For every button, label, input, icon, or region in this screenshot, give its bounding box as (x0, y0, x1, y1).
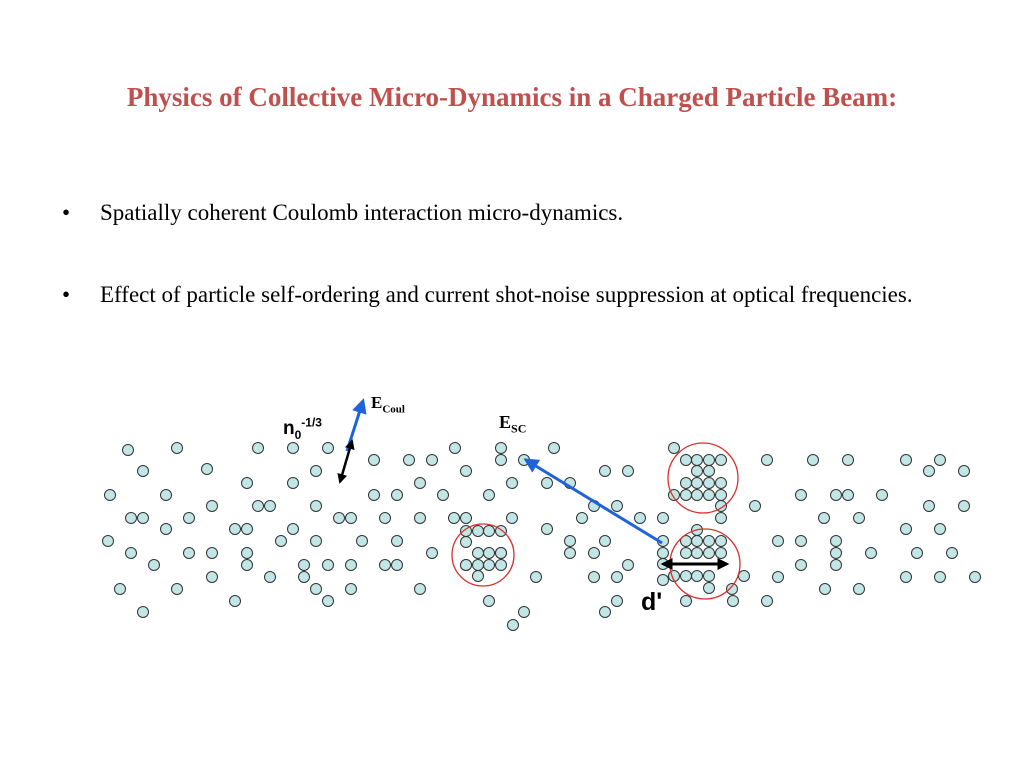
particle (773, 536, 784, 547)
particle (762, 596, 773, 607)
particle (843, 490, 854, 501)
particle (392, 536, 403, 547)
particle (692, 478, 703, 489)
particle (612, 501, 623, 512)
particle (600, 466, 611, 477)
particle (549, 443, 560, 454)
particle (138, 513, 149, 524)
particle (831, 548, 842, 559)
particle (149, 560, 160, 571)
particle (728, 596, 739, 607)
particle (565, 548, 576, 559)
particle (288, 443, 299, 454)
particle (427, 455, 438, 466)
particle (473, 560, 484, 571)
particle (704, 536, 715, 547)
coulomb-field-arrow (347, 401, 363, 451)
particle (484, 526, 495, 537)
particle (461, 537, 472, 548)
particle (346, 513, 357, 524)
particle (692, 536, 703, 547)
particle (242, 548, 253, 559)
n0-label: $n_0^{-1/3}$ (283, 415, 322, 442)
particle (658, 548, 669, 559)
particle (831, 490, 842, 501)
particle (669, 443, 680, 454)
particle (704, 478, 715, 489)
particle (473, 526, 484, 537)
particle (253, 501, 264, 512)
particle (123, 445, 134, 456)
particle (681, 571, 692, 582)
particle (299, 572, 310, 583)
particle (704, 583, 715, 594)
particle (901, 455, 912, 466)
particle (288, 524, 299, 535)
particle (947, 548, 958, 559)
particle (105, 490, 116, 501)
particle (496, 443, 507, 454)
particle (773, 572, 784, 583)
particle (542, 524, 553, 535)
particle (716, 536, 727, 547)
particle (959, 501, 970, 512)
particle (242, 524, 253, 535)
particle (843, 455, 854, 466)
particle (357, 536, 368, 547)
interparticle-spacing-arrow (340, 441, 352, 482)
particle (519, 607, 530, 618)
particle (935, 572, 946, 583)
particle (704, 490, 715, 501)
particle (970, 572, 981, 583)
particle (901, 572, 912, 583)
particle (681, 548, 692, 559)
particle (704, 548, 715, 559)
particle (496, 560, 507, 571)
particle (600, 536, 611, 547)
particle (589, 548, 600, 559)
particle (704, 455, 715, 466)
particle (496, 548, 507, 559)
particle (184, 548, 195, 559)
particle (716, 548, 727, 559)
particle (808, 455, 819, 466)
particle (866, 548, 877, 559)
particle (692, 548, 703, 559)
particle (311, 501, 322, 512)
particle (299, 560, 310, 571)
particle (207, 548, 218, 559)
particle (138, 466, 149, 477)
bullet-marker: • (62, 282, 71, 307)
particle (658, 575, 669, 586)
particle (438, 490, 449, 501)
particle (392, 490, 403, 501)
e-sc-label: $E_{SC}$ (499, 412, 527, 436)
particle (404, 455, 415, 466)
particle (796, 536, 807, 547)
particle (704, 466, 715, 477)
particle (346, 560, 357, 571)
particle (854, 584, 865, 595)
particle (612, 572, 623, 583)
particle (473, 571, 484, 582)
particle (265, 572, 276, 583)
particle (727, 584, 738, 595)
particle (115, 584, 126, 595)
particle (704, 571, 715, 582)
particle (507, 513, 518, 524)
particle (450, 443, 461, 454)
bullet-text: Effect of particle self-ordering and current shot-noise suppression at optical frequencies. (100, 282, 913, 307)
particle (716, 513, 727, 524)
particle (415, 584, 426, 595)
particle (172, 584, 183, 595)
particle (796, 560, 807, 571)
particle (380, 560, 391, 571)
particle (427, 548, 438, 559)
particle (461, 513, 472, 524)
particle (496, 455, 507, 466)
particle (681, 478, 692, 489)
particle (820, 584, 831, 595)
particle (369, 490, 380, 501)
particle (739, 571, 750, 582)
particle (681, 455, 692, 466)
particle (692, 466, 703, 477)
particle (612, 596, 623, 607)
particle (415, 513, 426, 524)
particle (935, 524, 946, 535)
particle (334, 513, 345, 524)
particle (577, 513, 588, 524)
particle (716, 455, 727, 466)
particle (311, 466, 322, 477)
particle (623, 466, 634, 477)
particle (392, 560, 403, 571)
particle (276, 536, 287, 547)
red-circle-highlight (668, 443, 738, 513)
particle (323, 443, 334, 454)
particle (484, 490, 495, 501)
e-coul-label: $E_{Coul}$ (371, 393, 405, 416)
particle (924, 466, 935, 477)
particle (323, 560, 334, 571)
particle (623, 560, 634, 571)
particle (449, 513, 460, 524)
particle (901, 524, 912, 535)
particle (750, 501, 761, 512)
particle (935, 455, 946, 466)
particle (253, 443, 264, 454)
particle (912, 548, 923, 559)
particle (473, 548, 484, 559)
particle (831, 536, 842, 547)
particle (531, 572, 542, 583)
particle (242, 560, 253, 571)
particle (126, 513, 137, 524)
particle (161, 490, 172, 501)
particle (288, 478, 299, 489)
particle (959, 466, 970, 477)
particle (461, 560, 472, 571)
particle (681, 596, 692, 607)
particle (461, 466, 472, 477)
particle (484, 596, 495, 607)
particle (311, 536, 322, 547)
particle (681, 490, 692, 501)
particle (103, 536, 114, 547)
particle (589, 572, 600, 583)
particle (658, 513, 669, 524)
particle (542, 478, 553, 489)
particle (126, 548, 137, 559)
bullet-marker: • (62, 200, 71, 225)
particle (207, 501, 218, 512)
particle (635, 513, 646, 524)
particle (265, 501, 276, 512)
particle (484, 548, 495, 559)
slide-title: Physics of Collective Micro-Dynamics in a Charged Particle Beam: (126, 82, 898, 112)
particle (161, 524, 172, 535)
particle (831, 560, 842, 571)
particle (819, 513, 830, 524)
particle (415, 478, 426, 489)
particle (716, 478, 727, 489)
particle (380, 513, 391, 524)
particle (796, 490, 807, 501)
particle (600, 607, 611, 618)
particle (692, 571, 703, 582)
particle (484, 560, 495, 571)
particle (202, 464, 213, 475)
particle (230, 524, 241, 535)
particle (346, 584, 357, 595)
particle (230, 596, 241, 607)
particle (311, 584, 322, 595)
d-prime-label: d' (641, 588, 663, 616)
particle (172, 443, 183, 454)
particle (369, 455, 380, 466)
particle (762, 455, 773, 466)
particle (138, 607, 149, 618)
particle (692, 490, 703, 501)
particle (323, 596, 334, 607)
bullet-text: Spatially coherent Coulomb interaction micro-dynamics. (100, 200, 624, 225)
particle (507, 478, 518, 489)
particle (924, 501, 935, 512)
particle (877, 490, 888, 501)
particle (692, 455, 703, 466)
particle (716, 490, 727, 501)
particle (242, 478, 253, 489)
particle (207, 572, 218, 583)
particle (854, 513, 865, 524)
particle (508, 620, 519, 631)
particle (565, 536, 576, 547)
particle (184, 513, 195, 524)
